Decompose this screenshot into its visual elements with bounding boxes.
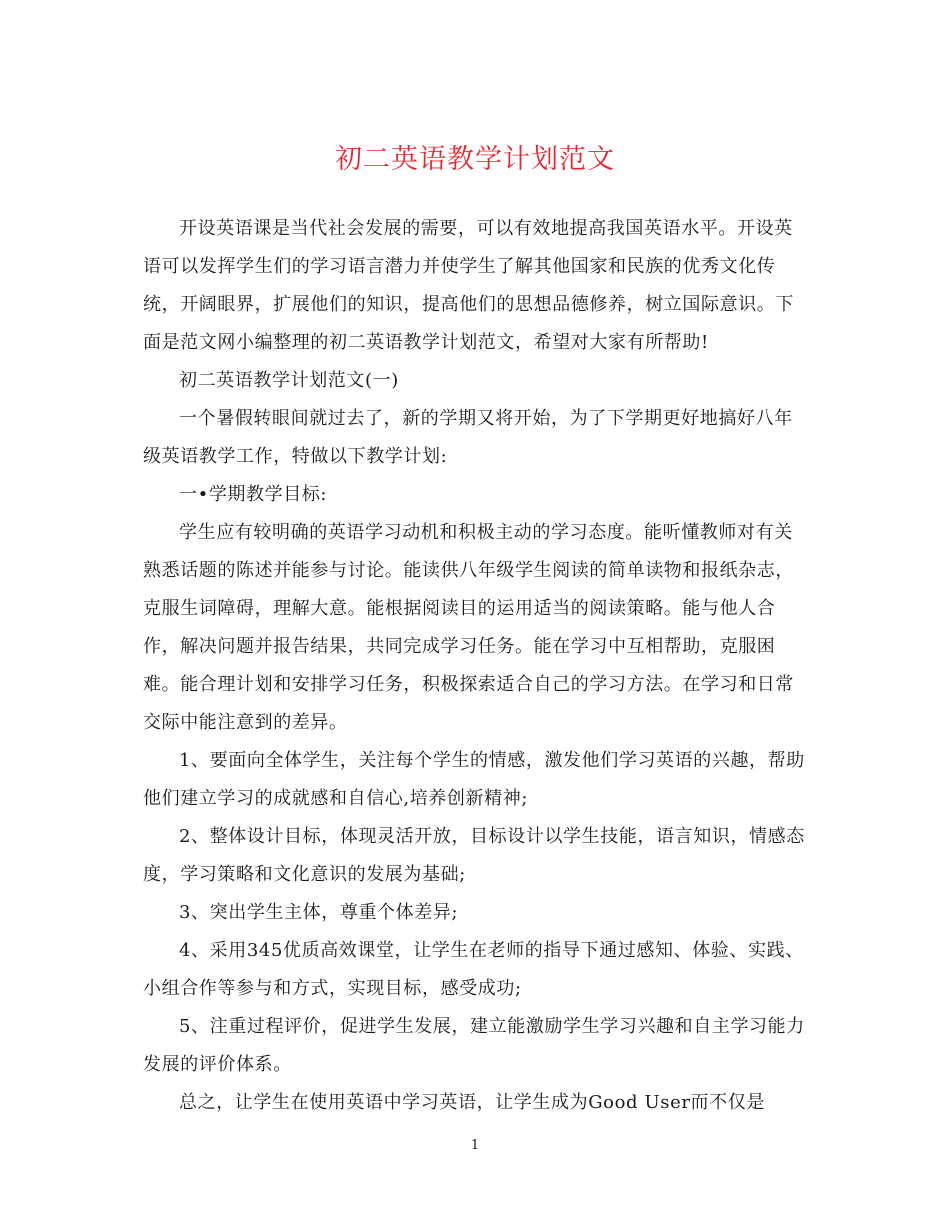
paragraph-intro: 开设英语课是当代社会发展的需要，可以有效地提高我国英语水平。开设英语可以发挥学生们的学习语言潜力并使学生了解其他国家和民族的优秀文化传统，开阔眼界，扩展他们的知识，提高他们的思想品德修养，树立国际意识。下面是范文网小编整理的初二英语教学计划范文，希望对大家有所帮助! <box>143 218 794 353</box>
document-title: 初二英语教学计划范文 <box>335 144 615 175</box>
list-item-5: 5、注重过程评价，促进学生发展，建立能激励学生学习兴趣和自主学习能力发展的评价体系。 <box>143 1016 805 1075</box>
subsection-heading: 一•学期教学目标: <box>179 484 328 505</box>
section-heading: 初二英语教学计划范文(一) <box>179 370 399 391</box>
list-item-2: 2、整体设计目标，体现灵活开放，目标设计以学生技能，语言知识，情感态度，学习策略和文化意识的发展为基础; <box>143 826 805 885</box>
list-item-4: 4、采用345优质高效课堂，让学生在老师的指导下通过感知、体验、实践、小组合作等参与和方式，实现目标，感受成功; <box>143 940 804 999</box>
document-body <box>143 210 807 1122</box>
page-number: 1 <box>470 1138 480 1153</box>
paragraph-opening: 一个暑假转眼间就过去了，新的学期又将开始，为了下学期更好地搞好八年级英语教学工作，特做以下教学计划: <box>143 408 793 467</box>
paragraph-goals: 学生应有较明确的英语学习动机和积极主动的学习态度。能听懂教师对有关熟悉话题的陈述并能参与讨论。能读供八年级学生阅读的简单读物和报纸杂志，克服生词障碍，理解大意。能根据阅读目的运用适当的阅读策略。能与他人合作，解决问题并报告结果，共同完成学习任务。能在学习中互相帮助，克服困难。能合理计划和安排学习任务，积极探索适合自己的学习方法。在学习和日常交际中能注意到的差异。 <box>143 522 794 733</box>
paragraph-summary: 总之，让学生在使用英语中学习英语，让学生成为Good User而不仅是 <box>179 1092 765 1113</box>
list-item-1: 1、要面向全体学生，关注每个学生的情感，激发他们学习英语的兴趣，帮助他们建立学习的成就感和自信心,培养创新精神; <box>143 750 805 809</box>
list-item-3: 3、突出学生主体，尊重个体差异; <box>179 902 459 923</box>
